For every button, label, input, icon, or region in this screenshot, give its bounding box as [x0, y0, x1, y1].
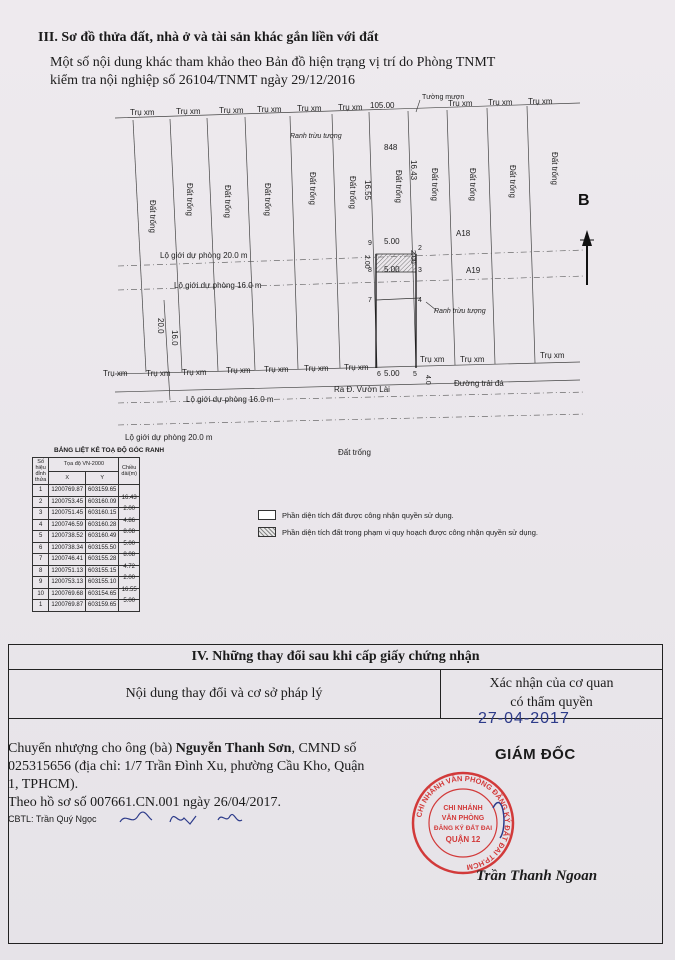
lo-gioi-20-label: Lộ giới dự phòng 20.0 m: [160, 251, 248, 260]
header-so-hieu: Số hiệu đỉnh thửa: [33, 458, 49, 485]
coordinate-cell: 603159.65: [86, 485, 119, 497]
dat-trong-label: Đất trống: [430, 168, 439, 201]
plot-map: [0, 80, 675, 460]
coordinate-cell: 1200769.68: [49, 588, 86, 600]
a18-label: A18: [456, 229, 471, 238]
dat-trong-label: Đất trống: [394, 170, 403, 203]
top-dimension: 105.00: [370, 101, 395, 110]
length-cell: 2.00: [119, 501, 140, 513]
tru-xm-label: Trụ xm: [540, 351, 565, 360]
point-label: 8: [368, 267, 372, 274]
tru-xm-label: Trụ xm: [219, 106, 244, 115]
dat-trong-label: Đất trống: [308, 172, 317, 205]
dat-trong-label: Đất trống: [348, 176, 357, 209]
coordinate-cell: 1: [33, 600, 49, 612]
dat-trong-label: Đất trống: [223, 185, 232, 218]
coordinate-cell: 6: [33, 542, 49, 554]
coordinate-cell: 1200746.41: [49, 554, 86, 566]
coordinate-cell: 603154.65: [86, 588, 119, 600]
dat-trong-label: Đất trống: [468, 168, 477, 201]
coordinate-cell: 603155.28: [86, 554, 119, 566]
dimension-16-43: 16.43: [409, 160, 418, 181]
coordinate-cell: 7: [33, 554, 49, 566]
length-cell: 8.08: [119, 547, 140, 559]
coordinate-cell: 1: [33, 485, 49, 497]
coordinate-cell: 9: [33, 577, 49, 589]
legend-swatch-hatched: [258, 527, 276, 537]
buyer-name: Nguyễn Thanh Sơn: [175, 741, 292, 756]
coordinate-cell: 1200738.34: [49, 542, 86, 554]
section-3-title: III. Sơ đồ thửa đất, nhà ở và tài sản khác gắn liền với đất: [38, 30, 379, 45]
ranh-truu-tuong-label: Ranh trừu tượng: [290, 133, 342, 140]
content-line-3: 1, TPHCM).: [8, 777, 79, 792]
coordinate-cell: 1200769.87: [49, 485, 86, 497]
signer-name: Trần Thanh Ngoan: [476, 868, 598, 884]
intro-line-2: kiểm tra nội nghiệp số 26104/TNMT ngày 29/12/2016: [50, 73, 355, 88]
dat-trong-label: Đất trống: [550, 152, 559, 185]
column-header-authority: [440, 674, 663, 712]
coordinate-cell: 603155.10: [86, 577, 119, 589]
legend-text: Phần diện tích đất trong phạm vi quy hoạch được công nhận quyền sử dụng.: [282, 527, 538, 537]
tru-xm-label: Trụ xm: [226, 366, 251, 375]
tru-xm-label: Trụ xm: [297, 104, 322, 113]
section-4-title: IV. Những thay đổi sau khi cấp giấy chứng nhận: [8, 644, 663, 670]
dat-trong-label: Đất trống: [508, 165, 517, 198]
coordinate-cell: 1200746.59: [49, 519, 86, 531]
length-cell: 5.00: [119, 593, 140, 605]
point-label: 6: [377, 371, 381, 378]
coordinate-cell: 1200753.13: [49, 577, 86, 589]
tru-xm-label: Trụ xm: [146, 369, 171, 378]
tru-xm-label: Trụ xm: [460, 355, 485, 364]
lo-gioi-16-label: Lộ giới dự phòng 16.0 m: [186, 395, 274, 404]
initials-signatures: [118, 802, 258, 832]
point-label: 7: [368, 297, 372, 304]
tru-xm-label: Trụ xm: [338, 103, 363, 112]
coordinate-table-title: BẢNG LIỆT KÊ TOẠ ĐỘ GÓC RANH: [54, 447, 165, 454]
tru-xm-label: Trụ xm: [528, 97, 553, 106]
content-text: , CMND số: [291, 741, 357, 756]
content-line-4: Theo hồ sơ số 007661.CN.001 ngày 26/04/2017.: [8, 795, 282, 810]
tru-xm-label: Trụ xm: [176, 107, 201, 116]
point-label: 5: [413, 371, 417, 378]
intro-line-1: Một số nội dung khác tham khảo theo Bản đồ hiện trạng vị trí do Phòng TNMT: [50, 55, 496, 70]
dimension-2-00: 2.00: [363, 255, 370, 269]
header-toa-do: Tọa độ VN-2000: [49, 458, 119, 472]
content-text: Chuyển nhượng cho ông (bà): [8, 741, 176, 756]
tru-xm-label: Trụ xm: [264, 365, 289, 374]
tru-xm-label: Trụ xm: [130, 108, 155, 117]
coordinate-cell: 1200751.45: [49, 508, 86, 520]
date-stamp: 27-04-2017: [478, 710, 570, 727]
coordinate-grid: [32, 457, 140, 612]
legend-swatch-plain: [258, 510, 276, 520]
coordinate-cell: 1200769.87: [49, 600, 86, 612]
coordinate-cell: 8: [33, 565, 49, 577]
north-arrow-icon: [578, 192, 594, 285]
legend-text: Phần diện tích đất được công nhận quyền sử dụng.: [282, 510, 454, 520]
north-label: B: [578, 192, 590, 209]
length-cell: 2.00: [119, 570, 140, 582]
header-chieu-dai: Chiều dài(m): [119, 458, 140, 485]
length-cell: 5.00: [119, 536, 140, 548]
coordinate-cell: 5: [33, 531, 49, 543]
coordinate-cell: 10: [33, 588, 49, 600]
content-line-2: 025315656 (địa chỉ: 1/7 Trần Đình Xu, phường Cầu Kho, Quận: [8, 759, 365, 774]
dat-trong-label: Đất trống: [185, 183, 194, 216]
dimension-5-00: 5.00: [384, 237, 400, 246]
length-cell: 8.08: [119, 524, 140, 536]
coordinate-cell: 3: [33, 508, 49, 520]
legend-item: [258, 527, 538, 537]
header-y: Y: [86, 471, 119, 485]
point-label: 9: [368, 240, 372, 247]
tru-xm-label: Trụ xm: [257, 105, 282, 114]
coordinate-cell: 1200753.45: [49, 496, 86, 508]
point-label: 4: [418, 297, 422, 304]
length-cell: 16.43: [119, 490, 140, 502]
coordinate-cell: 603155.50: [86, 542, 119, 554]
ranh-truu-tuong-label: Ranh trừu tượng: [434, 308, 486, 315]
parcel-number: 848: [384, 143, 398, 152]
a19-label: A19: [466, 266, 481, 275]
coordinate-cell: 603160.15: [86, 508, 119, 520]
tru-xm-label: Trụ xm: [344, 363, 369, 372]
length-cell: 4.86: [119, 513, 140, 525]
duong-trai-da-label: Đường trải đá: [454, 379, 504, 388]
dat-trong-label: Đất trống: [148, 200, 157, 233]
legend-item: [258, 510, 454, 520]
coordinate-row: [33, 485, 140, 497]
seal-line-1: CHI NHÁNH: [443, 805, 483, 812]
tru-xm-label: Trụ xm: [448, 99, 473, 108]
coordinate-cell: 2: [33, 496, 49, 508]
point-label: 3: [418, 267, 422, 274]
tru-xm-label: Trụ xm: [182, 368, 207, 377]
official-seal: [408, 768, 518, 878]
authority-line-1: Xác nhận của cơ quan: [489, 676, 614, 691]
changes-section: [8, 644, 663, 944]
length-cell: 16.55: [119, 582, 140, 594]
dimension-5-00: 5.00: [384, 369, 400, 378]
seal-line-2: VĂN PHÒNG: [441, 815, 485, 822]
content-line-1: [8, 740, 478, 758]
dimension-16-55: 16.55: [363, 180, 372, 201]
coordinate-cell: 603160.49: [86, 531, 119, 543]
seal-outer-text: CHI NHÁNH VĂN PHÒNG ĐĂNG KÝ ĐẤT ĐAI TP.HCM: [414, 773, 513, 872]
tru-xm-label: Trụ xm: [488, 98, 513, 107]
ra-vuon-lai-label: Ra Đ. Vườn Lài: [334, 385, 390, 394]
lo-gioi-16-label: Lộ giới dự phòng 16.0 m: [174, 281, 262, 290]
dimension-5-00: 5.00: [384, 265, 400, 274]
coordinate-cell: 603159.65: [86, 600, 119, 612]
dimension-20-0: 20.0: [156, 318, 165, 334]
coordinate-cell: 603160.28: [86, 519, 119, 531]
lo-gioi-20-label: Lộ giới dự phòng 20.0 m: [125, 433, 213, 442]
tru-xm-label: Trụ xm: [420, 355, 445, 364]
seal-line-3: ĐĂNG KÝ ĐẤT ĐAI: [433, 825, 493, 832]
tru-xm-label: Trụ xm: [103, 369, 128, 378]
length-cell: 4.72: [119, 559, 140, 571]
dat-trong-label: Đất trống: [263, 183, 272, 216]
tuong-muon-label: Tường mượn: [422, 94, 465, 101]
point-label: 2: [418, 245, 422, 252]
coordinate-cell: 4: [33, 519, 49, 531]
dimension-2-00: 2.00: [409, 250, 416, 264]
dimension-4-0: 4.0: [424, 375, 431, 385]
coordinate-cell: 603160.09: [86, 496, 119, 508]
director-title: GIÁM ĐỐC: [495, 746, 576, 763]
coordinate-cell: 1200738.52: [49, 531, 86, 543]
authority-line-2: có thẩm quyền: [510, 695, 593, 710]
coordinate-cell: 1200751.13: [49, 565, 86, 577]
tru-xm-label: Trụ xm: [304, 364, 329, 373]
column-header-content: Nội dung thay đổi và cơ sở pháp lý: [125, 686, 323, 701]
seal-line-4: QUẬN 12: [445, 835, 481, 844]
cbtl-label: CBTL: Trần Quý Ngọc: [8, 814, 97, 824]
coordinate-cell: 603155.15: [86, 565, 119, 577]
dimension-16-0: 16.0: [170, 330, 179, 346]
dat-trong-label: Đất trống: [338, 448, 371, 457]
header-x: X: [49, 471, 86, 485]
